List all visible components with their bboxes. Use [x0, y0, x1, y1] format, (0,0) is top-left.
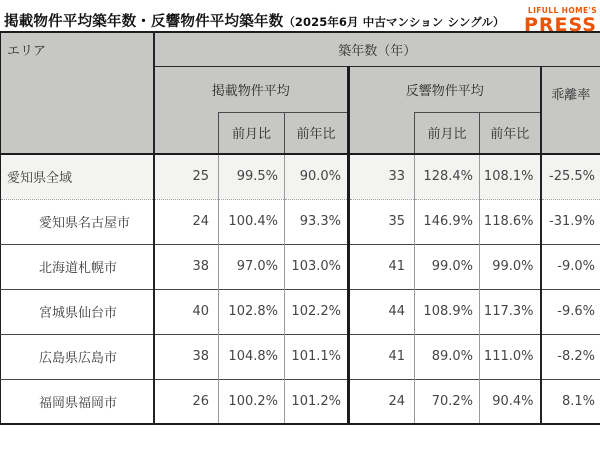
- listed-mom-value: 97.0%: [219, 244, 285, 289]
- area-name: 愛知県全域: [7, 171, 73, 187]
- inquiry-yoy-value: 118.6%: [480, 199, 541, 244]
- listed-yoy-value: 102.2%: [285, 289, 349, 334]
- column-header-inquiry-yoy: 前年比: [480, 112, 541, 154]
- inquiry-average-value: 41: [349, 334, 415, 379]
- area-name: 福岡県福岡市: [39, 395, 118, 411]
- listed-mom-value: 104.8%: [219, 334, 285, 379]
- listed-average-value: 40: [154, 289, 219, 334]
- logo-brand-text: LIFULL HOME'S: [527, 6, 597, 15]
- column-header-inquiry-mom: 前月比: [415, 112, 480, 154]
- page-title-period: （2025年6月 中古マンション シングル）: [283, 15, 505, 29]
- top-bar: [0, 0, 600, 36]
- table-row-nagoya: [1, 199, 600, 244]
- listed-average-value: 38: [154, 334, 219, 379]
- listed-mom-value: 102.8%: [219, 289, 285, 334]
- area-name: 北海道札幌市: [39, 261, 118, 276]
- page-title: [4, 7, 505, 31]
- inquiry-mom-value: 146.9%: [415, 199, 480, 244]
- column-header-listed-average: 掲載物件平均: [154, 66, 349, 112]
- column-header-listed-yoy: 前年比: [285, 112, 349, 154]
- deviation-rate-value: -9.6%: [541, 289, 600, 334]
- lifull-homes-press-logo: [524, 7, 598, 35]
- listed-average-value: 26: [154, 379, 219, 424]
- inquiry-average-value: 33: [349, 154, 415, 199]
- deviation-rate-value: -9.0%: [541, 244, 600, 289]
- listed-average-value: 38: [154, 244, 219, 289]
- inquiry-mom-value: 99.0%: [415, 244, 480, 289]
- inquiry-yoy-value: 117.3%: [480, 289, 541, 334]
- header-spacer-cell: [154, 112, 219, 154]
- listed-average-value: 24: [154, 199, 219, 244]
- inquiry-average-value: 24: [349, 379, 415, 424]
- table-row-aichi-zeniki: [1, 154, 600, 199]
- column-header-building-age: 築年数（年）: [154, 32, 600, 66]
- area-name: 愛知県名古屋市: [39, 216, 131, 231]
- table-row-sendai: [1, 289, 600, 334]
- header-row-1: [1, 32, 600, 66]
- inquiry-average-value: 41: [349, 244, 415, 289]
- inquiry-average-value: 44: [349, 289, 415, 334]
- inquiry-mom-value: 108.9%: [415, 289, 480, 334]
- deviation-rate-value: -8.2%: [541, 334, 600, 379]
- inquiry-mom-value: 70.2%: [415, 379, 480, 424]
- listed-yoy-value: 93.3%: [285, 199, 349, 244]
- listed-mom-value: 100.4%: [219, 199, 285, 244]
- listed-mom-value: 99.5%: [219, 154, 285, 199]
- inquiry-yoy-value: 111.0%: [480, 334, 541, 379]
- inquiry-yoy-value: 90.4%: [480, 379, 541, 424]
- listed-yoy-value: 103.0%: [285, 244, 349, 289]
- column-header-listed-mom: 前月比: [219, 112, 285, 154]
- column-header-area: エリア: [1, 32, 154, 154]
- inquiry-yoy-value: 99.0%: [480, 244, 541, 289]
- listed-yoy-value: 90.0%: [285, 154, 349, 199]
- deviation-rate-value: 8.1%: [541, 379, 600, 424]
- listed-mom-value: 100.2%: [219, 379, 285, 424]
- inquiry-mom-value: 128.4%: [415, 154, 480, 199]
- table-row-sapporo: [1, 244, 600, 289]
- logo-press-text: PRESS: [523, 13, 597, 36]
- page-title-main: 掲載物件平均築年数・反響物件平均築年数: [4, 14, 284, 30]
- inquiry-average-value: 35: [349, 199, 415, 244]
- area-name: 広島県広島市: [39, 351, 118, 366]
- listed-yoy-value: 101.2%: [285, 379, 349, 424]
- inquiry-yoy-value: 108.1%: [480, 154, 541, 199]
- inquiry-mom-value: 89.0%: [415, 334, 480, 379]
- building-age-table: [0, 31, 600, 425]
- table-row-hiroshima: [1, 334, 600, 379]
- area-name: 宮城県仙台市: [39, 306, 118, 321]
- listed-yoy-value: 101.1%: [285, 334, 349, 379]
- column-header-inquiry-average: 反響物件平均: [349, 66, 541, 112]
- listed-average-value: 25: [154, 154, 219, 199]
- deviation-rate-value: -25.5%: [541, 154, 600, 199]
- column-header-deviation-rate: 乖離率: [541, 66, 600, 154]
- deviation-rate-value: -31.9%: [541, 199, 600, 244]
- table-row-fukuoka: [1, 379, 600, 424]
- header-spacer-cell: [349, 112, 415, 154]
